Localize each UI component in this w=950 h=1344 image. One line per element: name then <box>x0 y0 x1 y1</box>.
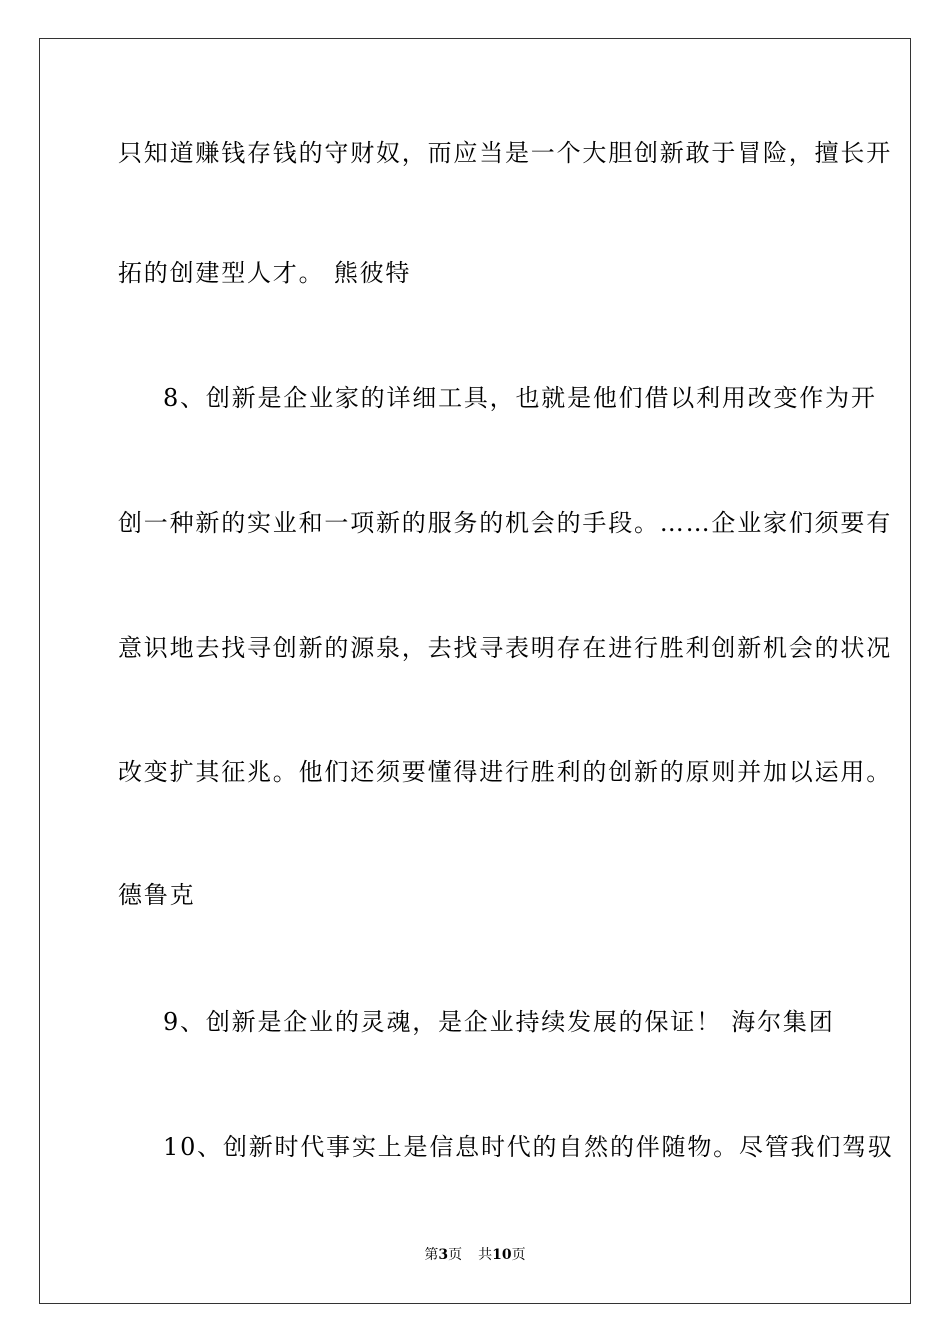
page-frame <box>39 38 911 1304</box>
text-line-5: 意识地去找寻创新的源泉，去找寻表明存在进行胜利创新机会的状况 <box>118 634 892 662</box>
text-line-3: 8、创新是企业家的详细工具，也就是他们借以利用改变作为开 <box>163 384 877 412</box>
page-footer <box>0 1246 950 1264</box>
footer-total-suffix: 页 <box>511 1247 526 1263</box>
text-line-9: 10、创新时代事实上是信息时代的自然的伴随物。尽管我们驾驭 <box>163 1133 894 1161</box>
footer-page-number: 3 <box>438 1247 449 1263</box>
text-line-8: 9、创新是企业的灵魂，是企业持续发展的保证！ 海尔集团 <box>163 1008 835 1036</box>
footer-prefix: 第 <box>424 1247 439 1263</box>
text-line-1: 只知道赚钱存钱的守财奴，而应当是一个大胆创新敢于冒险，擅长开 <box>118 139 892 167</box>
footer-page-suffix: 页 <box>448 1247 463 1263</box>
footer-total-prefix: 共 <box>478 1247 493 1263</box>
text-line-7: 德鲁克 <box>118 881 196 909</box>
text-line-2: 拓的创建型人才。 熊彼特 <box>118 259 412 287</box>
footer-total-pages: 10 <box>492 1247 512 1263</box>
text-line-4: 创一种新的实业和一项新的服务的机会的手段。……企业家们须要有 <box>118 509 892 537</box>
text-line-6: 改变扩其征兆。他们还须要懂得进行胜利的创新的原则并加以运用。 <box>118 758 892 786</box>
